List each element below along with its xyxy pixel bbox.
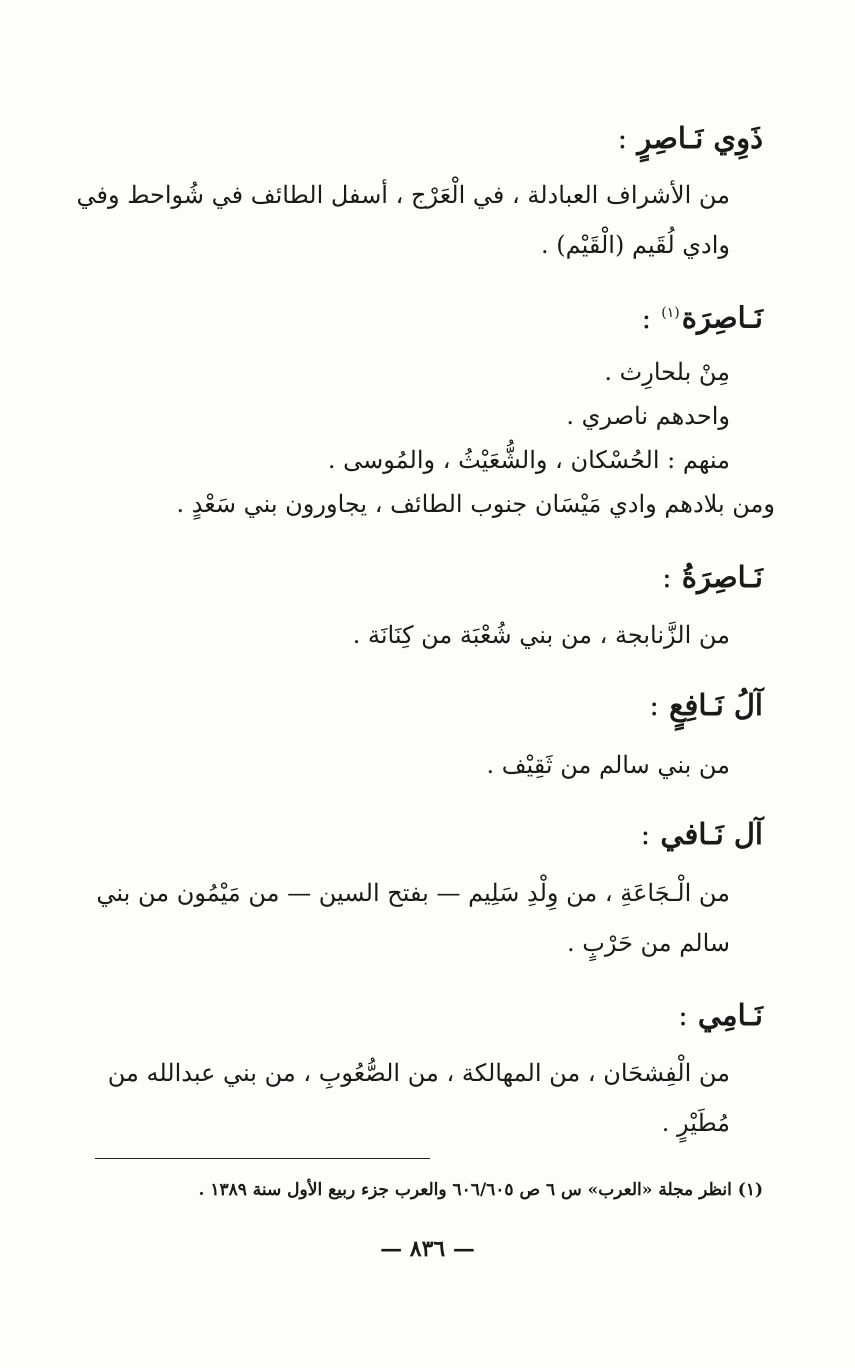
entry-body — [80, 610, 730, 660]
body-line: من بني سالم من ثَقِيْف . — [486, 751, 730, 779]
page-number: — ٨٣٦ — — [380, 1236, 475, 1262]
entry-body — [80, 350, 775, 526]
entry-heading — [617, 118, 763, 158]
entry-body — [80, 740, 730, 790]
entry-title: ذَوِي نَـاصِرٍ — [637, 121, 763, 155]
body-line: وادي لُقَيم (الْقَيْم) . — [541, 231, 730, 259]
body-line: من الْفِشحَان ، من المهالكة ، من الصُّعُوبِ ، من بني عبدالله من — [107, 1059, 730, 1087]
body-line: مِنْ بلحارِث . — [604, 358, 730, 386]
entry-heading — [649, 685, 763, 725]
body-line: مُطَيْرٍ . — [661, 1109, 730, 1137]
entry-heading — [678, 995, 763, 1035]
entry-colon: : — [678, 998, 688, 1032]
body-line: منهم : الحُسْكان ، والشُّعَيْثُ ، والمُوسى . — [327, 446, 730, 474]
body-line: ومن بلادهم وادي مَيْسَان جنوب الطائف ، يجاورون بني سَعْدٍ . — [176, 490, 775, 518]
entry-heading — [642, 293, 763, 338]
entry-title: آلُ نَـافِعٍ — [669, 688, 763, 722]
entry-title: نَـاصِرَة — [681, 300, 763, 335]
entry-colon: : — [617, 121, 628, 155]
entry-colon: : — [661, 560, 672, 594]
footnote: (١) انظر مجلة «العرب» س ٦ ص ٦٠٦/٦٠٥ والعرب جزء ربيع الأول سنة ١٣٨٩ . — [198, 1180, 763, 1200]
entry-title: نَـامِي — [697, 998, 763, 1032]
entry-colon: : — [649, 688, 660, 722]
body-line: من الأشراف العبادلة ، في الْعَرْج ، أسفل الطائف في شُواحط وفي — [76, 181, 730, 209]
entry-colon: : — [641, 300, 652, 335]
body-line: من الْـجَاعَةِ ، من وِلْدِ سَلِيم — بفتح السين — من مَيْمُون من بني — [96, 879, 730, 907]
entry-body — [80, 868, 730, 968]
footnote-divider — [95, 1158, 430, 1159]
entry-heading — [641, 814, 763, 854]
body-line: سالم من حَرْبٍ . — [566, 929, 730, 957]
entry-colon: : — [640, 817, 651, 851]
footnote-marker: (١) — [661, 305, 680, 321]
entry-heading — [662, 557, 763, 597]
entry-title: آل نَـافي — [660, 817, 763, 851]
body-line: من الزَّنابجة ، من بني شُعْبَة من كِنَانَة . — [352, 621, 730, 649]
body-line: واحدهم ناصري . — [566, 402, 730, 430]
entry-body — [76, 170, 730, 270]
entry-body — [80, 1048, 730, 1148]
entry-title: نَـاصِرَةُ — [681, 560, 763, 594]
